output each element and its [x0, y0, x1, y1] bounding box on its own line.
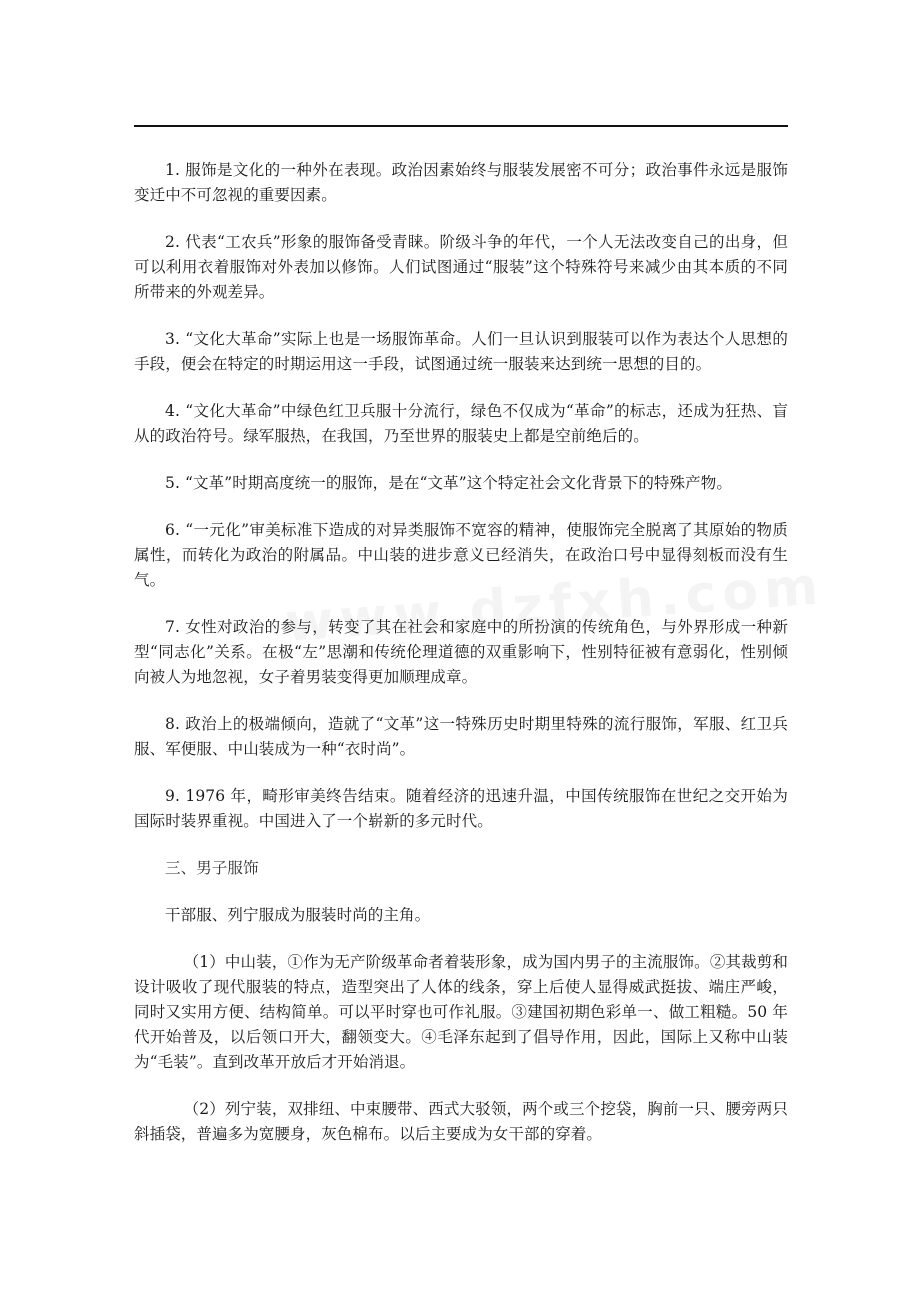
paragraph-9: 9. 1976 年，畸形审美终告结束。随着经济的迅速升温，中国传统服饰在世纪之交开始为国际时装界重视。中国进入了一个崭新的多元时代。 — [134, 787, 788, 830]
paragraph-5: 5. “文革”时期高度统一的服饰，是在“文革”这个特定社会文化背景下的特殊产物。 — [165, 474, 732, 492]
paragraph-3: 3. “文化大革命”实际上也是一场服饰革命。人们一旦认识到服装可以作为表达个人思想的手段，便会在特定的时期运用这一手段，试图通过统一服装来达到统一思想的目的。 — [134, 330, 788, 373]
section-intro: 干部服、列宁服成为服装时尚的主角。 — [165, 906, 431, 924]
paragraph-8: 8. 政治上的极端倾向，造就了“文革”这一特殊历史时期里特殊的流行服饰，军服、红卫兵服、军便服、中山装成为一种“衣时尚”。 — [134, 715, 788, 758]
paragraph-2: 2. 代表“工农兵”形象的服饰备受青睐。阶级斗争的年代，一个人无法改变自己的出身，但可以利用衣着服饰对外表加以修饰。人们试图通过“服装”这个特殊符号来减少由其本质的不同所带来的外观差异。 — [134, 233, 788, 301]
header-rule — [134, 125, 788, 127]
paragraph-6: 6. “一元化”审美标准下造成的对异类服饰不宽容的精神，使服饰完全脱离了其原始的物质属性，而转化为政治的附属品。中山装的进步意义已经消失，在政治口号中显得刻板而没有生气。 — [134, 521, 788, 589]
paragraph-4: 4. “文化大革命”中绿色红卫兵服十分流行，绿色不仅成为“革命”的标志，还成为狂热、盲从的政治符号。绿军服热，在我国，乃至世界的服装史上都是空前绝后的。 — [134, 402, 788, 445]
list-item-lenin-suit: （2）列宁装，双排纽、中束腰带、西式大驳领，两个或三个挖袋，胸前一只、腰旁两只斜插袋，普遍多为宽腰身，灰色棉布。以后主要成为女干部的穿着。 — [134, 1100, 788, 1143]
paragraph-1: 1. 服饰是文化的一种外在表现。政治因素始终与服装发展密不可分；政治事件永远是服饰变迁中不可忽视的重要因素。 — [134, 161, 788, 204]
section-heading: 三、男子服饰 — [165, 859, 259, 877]
list-item-zhongshan-suit: （1）中山装，①作为无产阶级革命者着装形象，成为国内男子的主流服饰。②其裁剪和设计吸收了现代服装的特点，造型突出了人体的线条，穿上后使人显得威武挺拔、端庄严峻，同时又实用方便、结构简单。可以平时穿也可作礼服。③建国初期色彩单一、做工粗糙。50 年代开始普及，以后领口开大，翻领变大。④毛泽东起到了倡导作用，因此，国际上又称中山装为“毛装”。直到改革开放后才开始消退。 — [134, 953, 788, 1071]
paragraph-7: 7. 女性对政治的参与，转变了其在社会和家庭中的所扮演的传统角色，与外界形成一种新型“同志化”关系。在极“左”思潮和传统伦理道德的双重影响下，性别特征被有意弱化，性别倾向被人为地忽视，女子着男装变得更加顺理成章。 — [134, 618, 788, 686]
document-body — [134, 158, 788, 1169]
